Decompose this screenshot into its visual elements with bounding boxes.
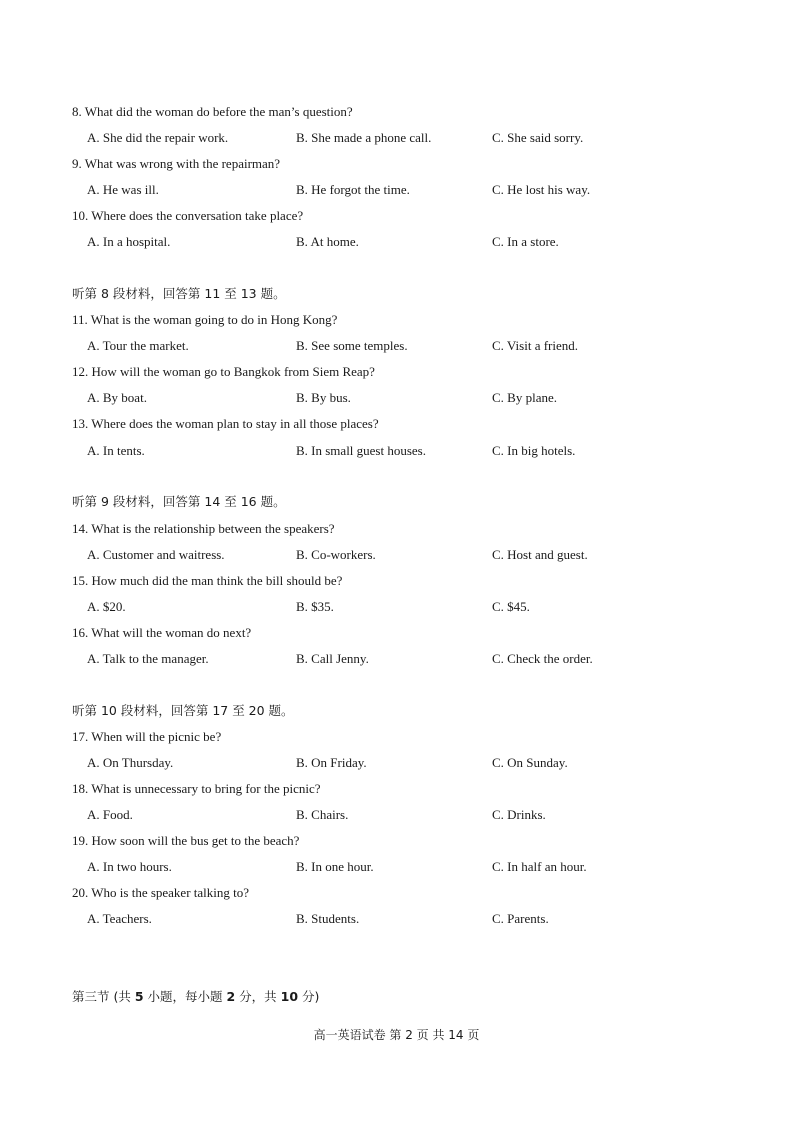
q9-option-a: A. He was ill.	[87, 182, 159, 197]
q19-option-a: A. In two hours.	[87, 859, 172, 874]
q14-option-a: A. Customer and waitress.	[87, 547, 225, 562]
section-three-count: 5	[134, 989, 144, 1004]
q18-option-a: A. Food.	[87, 807, 133, 822]
section-heading-8: 听第 8 段材料，回答第 11 至 13 题。	[72, 286, 286, 301]
q17-option-b: B. On Friday.	[296, 755, 367, 770]
q11-option-b: B. See some temples.	[296, 338, 408, 353]
q19-option-c: C. In half an hour.	[492, 859, 587, 874]
q20-option-b: B. Students.	[296, 911, 360, 926]
q10-option-b: B. At home.	[296, 234, 359, 249]
question-20: 20. Who is the speaker talking to?	[72, 885, 250, 900]
q19-option-b: B. In one hour.	[296, 859, 374, 874]
question-13: 13. Where does the woman plan to stay in all those places?	[72, 416, 379, 431]
section-three-mid2: 分，共	[235, 989, 281, 1004]
q13-option-c: C. In big hotels.	[492, 443, 576, 458]
section-three-mid: 小题，每小题	[143, 989, 227, 1004]
q14-option-c: C. Host and guest.	[492, 547, 588, 562]
q13-option-a: A. In tents.	[87, 443, 145, 458]
q10-option-c: C. In a store.	[492, 234, 559, 249]
question-19: 19. How soon will the bus get to the beach?	[72, 833, 300, 848]
q12-option-a: A. By boat.	[87, 390, 147, 405]
q14-option-b: B. Co-workers.	[296, 547, 376, 562]
q8-option-b: B. She made a phone call.	[296, 130, 432, 145]
question-18: 18. What is unnecessary to bring for the picnic?	[72, 781, 321, 796]
q11-option-a: A. Tour the market.	[87, 338, 189, 353]
section-three-prefix: 第三节 (共	[72, 989, 135, 1004]
section-heading-9: 听第 9 段材料，回答第 14 至 16 题。	[72, 494, 286, 509]
question-17: 17. When will the picnic be?	[72, 729, 222, 744]
q8-option-a: A. She did the repair work.	[87, 130, 229, 145]
q9-option-c: C. He lost his way.	[492, 182, 591, 197]
q13-option-b: B. In small guest houses.	[296, 443, 426, 458]
q18-option-b: B. Chairs.	[296, 807, 349, 822]
q10-option-a: A. In a hospital.	[87, 234, 171, 249]
q16-option-a: A. Talk to the manager.	[87, 651, 209, 666]
q8-option-c: C. She said sorry.	[492, 130, 584, 145]
q15-option-b: B. $35.	[296, 599, 334, 614]
q17-option-a: A. On Thursday.	[87, 755, 174, 770]
q9-option-b: B. He forgot the time.	[296, 182, 410, 197]
q16-option-c: C. Check the order.	[492, 651, 593, 666]
section-three-total: 10	[280, 989, 299, 1004]
q20-option-a: A. Teachers.	[87, 911, 152, 926]
q15-option-a: A. $20.	[87, 599, 126, 614]
q16-option-b: B. Call Jenny.	[296, 651, 369, 666]
q15-option-c: C. $45.	[492, 599, 530, 614]
section-heading-10: 听第 10 段材料，回答第 17 至 20 题。	[72, 703, 294, 718]
section-three-suffix: 分)	[298, 989, 320, 1004]
section-three-points: 2	[226, 989, 236, 1004]
q12-option-c: C. By plane.	[492, 390, 557, 405]
section-three-heading	[72, 989, 319, 1005]
q17-option-c: C. On Sunday.	[492, 755, 568, 770]
question-16: 16. What will the woman do next?	[72, 625, 252, 640]
question-15: 15. How much did the man think the bill should be?	[72, 573, 343, 588]
question-10: 10. Where does the conversation take place?	[72, 208, 304, 223]
question-9: 9. What was wrong with the repairman?	[72, 156, 281, 171]
question-11: 11. What is the woman going to do in Hong Kong?	[72, 312, 338, 327]
question-14: 14. What is the relationship between the speakers?	[72, 521, 335, 536]
q18-option-c: C. Drinks.	[492, 807, 546, 822]
q20-option-c: C. Parents.	[492, 911, 549, 926]
q12-option-b: B. By bus.	[296, 390, 351, 405]
q11-option-c: C. Visit a friend.	[492, 338, 578, 353]
question-12: 12. How will the woman go to Bangkok from Siem Reap?	[72, 364, 375, 379]
question-8: 8. What did the woman do before the man’s question?	[72, 104, 353, 119]
page-footer: 高一英语试卷 第 2 页 共 14 页	[313, 1028, 480, 1042]
